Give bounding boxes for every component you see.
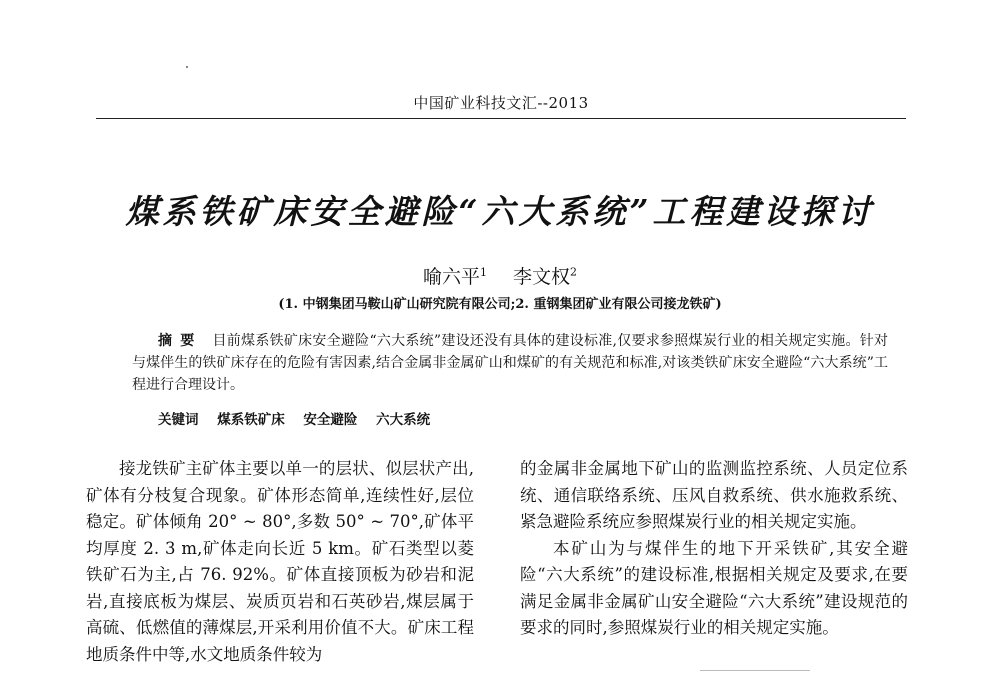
author-affil-mark: 1 (479, 265, 487, 279)
body-paragraph: 本矿山为与煤伴生的地下开采铁矿,其安全避险“六大系统”的建设标准,根据相关规定及要求,在要满足金属非金属矿山安全避险“六大系统”建设规范的要求的同时,参照煤炭行业的相关规定实施。 (520, 538, 908, 637)
body-paragraph: 接龙铁矿主矿体主要以单一的层状、似层状产出,矿体有分枝复合现象。矿体形态简单,连续性好,层位稳定。矿体倾角 20° ~ 80°,多数 50° ~ 70°,矿体平均厚度 2. 3 m,矿体走向长近 5 km。矿石类型以菱铁矿石为主,占 76. 92%。矿体直接顶板为砂岩和泥岩,直接底板为煤层、炭质页岩和石英砂岩,煤层属于高硫、低燃值的薄煤层,开采利用价值不大。矿床工程地质条件中等,水文地质条件较为 (86, 459, 474, 664)
author-affil-mark: 2 (570, 265, 578, 279)
author-line (0, 262, 1000, 289)
keywords-label: 关键词 (158, 412, 199, 428)
keyword: 安全避险 (303, 412, 358, 428)
keyword: 煤系铁矿床 (217, 412, 285, 428)
abstract (132, 330, 888, 396)
header-rule (96, 118, 906, 119)
abstract-label: 摘要 (158, 333, 203, 349)
journal-header: 中国矿业科技文汇--2013 (413, 94, 589, 112)
body-column-right (520, 456, 908, 642)
paper-title: 煤系铁矿床安全避险“六大系统”工程建设探讨 (125, 192, 875, 231)
scan-artifact-line (700, 670, 810, 671)
author-name: 李文权 (513, 266, 571, 288)
keyword: 六大系统 (376, 412, 431, 428)
affiliation: (1. 中钢集团马鞍山矿山研究院有限公司;2. 重钢集团矿业有限公司接龙铁矿) (278, 297, 722, 312)
scan-speck (186, 66, 188, 68)
body-column-left (86, 456, 474, 668)
body-paragraph: 的金属非金属地下矿山的监测监控系统、人员定位系统、通信联络系统、压风自救系统、供水施救系统、紧急避险系统应参照煤炭行业的相关规定实施。 (520, 459, 908, 531)
abstract-text: 目前煤系铁矿床安全避险“六大系统”建设还没有具体的建设标准,仅要求参照煤炭行业的相关规定实施。针对与煤伴生的铁矿床存在的危险有害因素,结合金属非金属矿山和煤矿的有关规范和标准,对该类铁矿床安全避险“六大系统”工程进行合理设计。 (132, 333, 888, 393)
author-name: 喻六平 (422, 266, 480, 288)
keywords (158, 408, 444, 428)
